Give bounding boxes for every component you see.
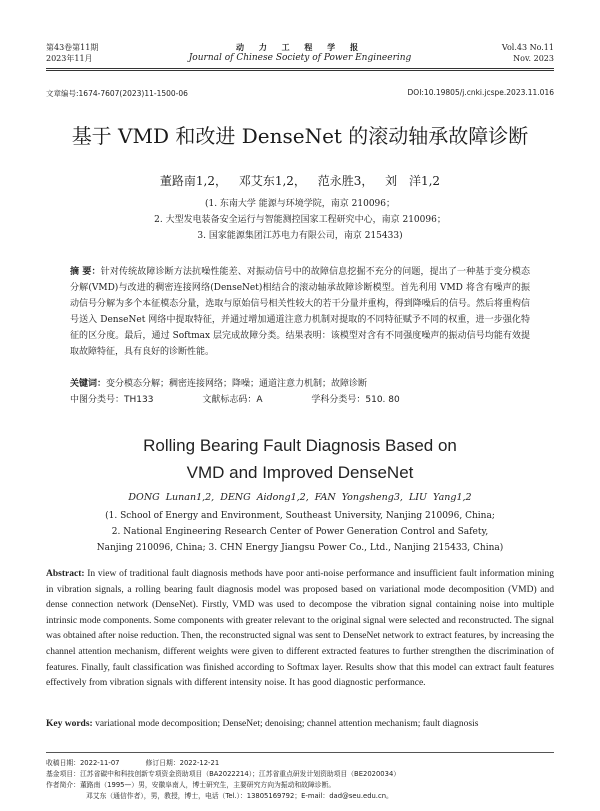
abstract-en-label: Abstract: (46, 569, 85, 579)
abstract-cn-label: 摘 要： (70, 267, 101, 277)
doi: DOI:10.19805/j.cnki.jcspe.2023.11.016 (407, 88, 554, 97)
keywords-en (46, 717, 554, 733)
header-center (46, 42, 554, 64)
authors-cn: 董路南1,2， 邓艾东1,2， 范永胜3， 刘 洋1,2 (159, 174, 441, 188)
journal-name-en: Journal of Chinese Society of Power Engineering (188, 53, 412, 63)
title-en-line: VMD and Improved DenseNet (186, 463, 414, 482)
clc-number: 中图分类号：TH133 (70, 395, 154, 405)
keywords-cn-label: 关键词： (70, 379, 107, 389)
affiliation-en-line: (1. School of Energy and Environment, Southeast University, Nanjing 210096, China; (105, 511, 495, 521)
keywords-cn-text: 变分模态分解；稠密连接网络；降噪；通道注意力机制；故障诊断 (106, 379, 368, 389)
title-en-line: Rolling Bearing Fault Diagnosis Based on (143, 436, 457, 455)
affiliation-cn-line: 3. 国家能源集团江苏电力有限公司，南京 215433) (197, 231, 403, 241)
keywords-en-text: variational mode decomposition; DenseNet; denoising; channel attention mechanism; fault diagnosis (95, 719, 479, 729)
article-meta (46, 88, 554, 99)
keywords-en-label: Key words: (46, 719, 93, 729)
abstract-en (46, 567, 554, 692)
volume-cn: 第43卷第11期 (46, 43, 99, 52)
footnote (46, 758, 554, 802)
revised-date: 修订日期：2022-12-21 (145, 759, 220, 767)
subject-code: 学科分类号：510. 80 (311, 395, 400, 405)
abstract-cn (70, 264, 530, 360)
affiliation-cn-line: 2. 大型发电装备安全运行与智能测控国家工程研究中心，南京 210096； (154, 215, 446, 225)
running-header (46, 42, 554, 70)
footnote-dates (46, 758, 554, 769)
title-en (0, 432, 600, 486)
corresponding-author: 邓艾东（通信作者），男，教授，博士，电话（Tel.）：13805169792；E-mail：dad@seu.edu.cn。 (86, 792, 393, 800)
abstract-cn-text: 针对传统故障诊断方法抗噪性能差、对振动信号中的故障信息挖掘不充分的问题，提出了一种基于变分模态分解(VMD)与改进的稠密连接网络(DenseNet)相结合的滚动轴承故障诊断模型。首先利用 VMD 将含有噪声的振动信号分解为多个本征模态分量，选取与原始信号相关性较大的若干分量并重构，得到降噪后的信号。然后将重构信号送入 DenseNet 网络中提取特征，并通过增加通道注意力机制对提取的不同特征赋予不同的权重，进一步强化特征的区分度。最后，通过 Softmax 层完成故障分类。结果表明：该模型对含有不同强度噪声的振动信号均能有效提取故障特征，具有良好的诊断性能。 (70, 267, 530, 357)
affiliation-en-line: 2. National Engineering Research Center of Power Generation Control and Safety, (111, 527, 489, 537)
footnote-rule (46, 752, 554, 753)
article-number: 文章编号:1674-7607(2023)11-1500-06 (46, 89, 188, 98)
header-rule (46, 68, 554, 69)
keywords-cn (70, 376, 530, 392)
date-en: Nov. 2023 (513, 54, 554, 63)
date-cn: 2023年11月 (46, 54, 93, 63)
fund-info: 基金项目：江苏省碳中和科技创新专项资金资助项目（BA2022214）；江苏省重点研发计划资助项目（BE2020034） (46, 770, 401, 778)
title-cn: 基于 VMD 和改进 DenseNet 的滚动轴承故障诊断 (71, 124, 529, 148)
affiliations-en (0, 508, 600, 556)
header-right (502, 42, 554, 64)
classification (70, 392, 530, 405)
received-date: 收稿日期：2022-11-07 (46, 759, 120, 767)
document-code: 文献标志码：A (202, 395, 263, 405)
header-rule-double (46, 70, 554, 71)
author-info: 作者简介：董路南（1995—）男，安徽阜南人，博士研究生，主要研究方向为振动和故障诊断。 (46, 781, 336, 789)
authors-en: DONG Lunan1,2, DENG Aidong1,2, FAN Yongsheng3, LIU Yang1,2 (128, 492, 472, 503)
journal-name-cn: 动 力 工 程 学 报 (236, 42, 364, 52)
affiliation-en-line: Nanjing 210096, China; 3. CHN Energy Jiangsu Power Co., Ltd., Nanjing 215433, China) (96, 543, 504, 553)
volume-en: Vol.43 No.11 (501, 43, 554, 52)
affiliations-cn (0, 196, 600, 244)
affiliation-cn-line: (1. 东南大学 能源与环境学院，南京 210096； (204, 199, 396, 209)
abstract-en-text: In view of traditional fault diagnosis methods have poor anti-noise performance and insufficient fault information mining in vibration signals, a rolling bearing fault diagnosis model was proposed based on variational mode decomposition (VMD) and dense connection network (DenseNet). Firstly, VMD was used to decompose the vibration signal containing noise into multiple intrinsic mode components. Some components with greater relevant to the original signal were selected and reconstructed. The signal was obtained after noise reduction. Then, the reconstructed signal was sent to DenseNet network to extract features, by increasing the channel attention mechanism, different weights were given to different extracted features to further strengthen the discrimination of features. Finally, fault classification was finished according to Softmax layer. Results show that this model can extract fault features effectively from vibration signals with different intensity noise. It has good diagnostic performance. (46, 569, 555, 689)
